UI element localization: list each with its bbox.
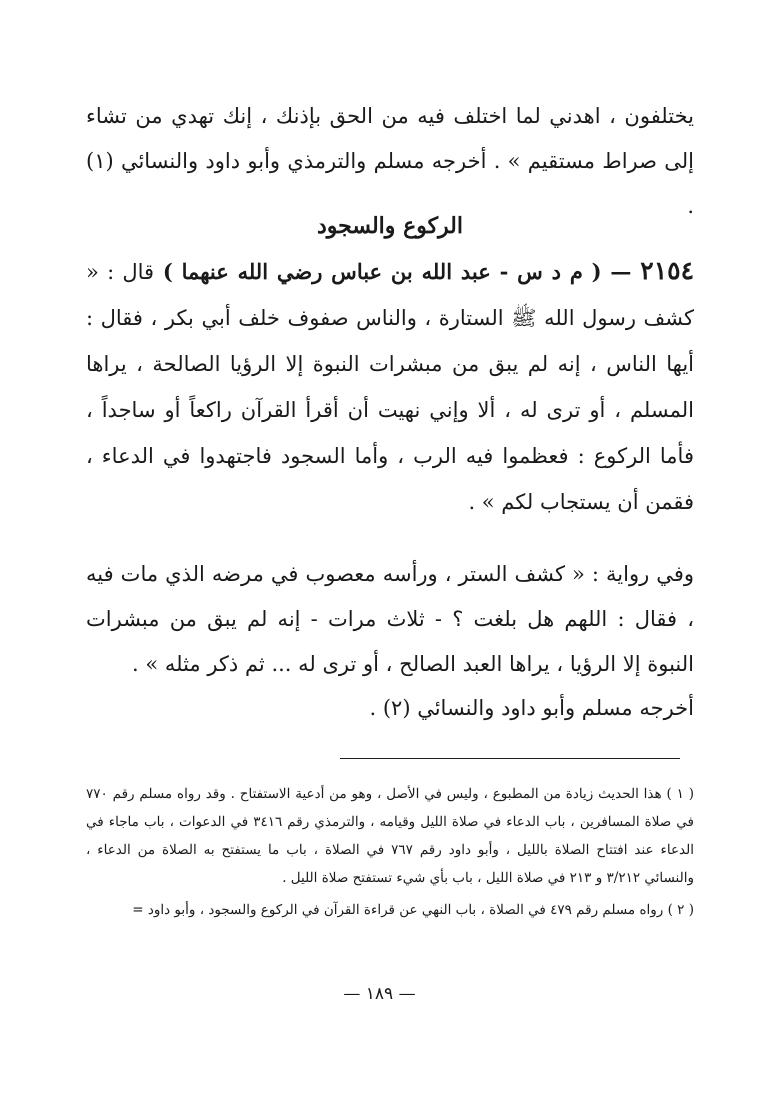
- source-line: أخرجه مسلم وأبو داود والنسائي (٢) .: [369, 696, 694, 720]
- hadith-paragraph: [86, 248, 694, 525]
- hadith-number: ٢١٥٤: [640, 256, 694, 285]
- hadith-body: « كشف رسول الله ﷺ الستارة ، والناس صفوف خلف أبي بكر ، فقال : أيها الناس ، إنه لم يبق من مبشرات النبوة إلا الرؤيا الصالحة ، يراها المسلم ، أو ترى له ، ألا وإني نهيت أن أقرأ القرآن راكعاً أو ساجداً ، فأما الركوع : فعظموا فيه الرب ، وأما السجود فاجتهدوا في الدعاء ، فقمن أن يستجاب لكم » .: [86, 260, 694, 514]
- section-heading: الركوع والسجود: [316, 213, 463, 239]
- variant-paragraph: [86, 552, 694, 687]
- footnote-divider: [340, 758, 680, 759]
- footnotes: [86, 780, 694, 924]
- footnote-1: ( ١ ) هذا الحديث زيادة من المطبوع ، وليس في الأصل ، وهو من أدعية الاستفتاح . وقد رواه مسلم رقم ٧٧٠ في صلاة المسافرين ، باب الدعاء في صلاة الليل وقيامه ، والترمذي رقم ٣٤١٦ في الدعوات ، باب ماجاء في الدعاء عند افتتاح الصلاة بالليل ، وأبو داود رقم ٧٦٧ في الصلاة ، باب ما يستفتح به الصلاة من الدعاء ، والنسائي ٣/٢١٢ و ٢١٣ في صلاة الليل ، باب بأي شيء تستفتح صلاة الليل .: [86, 786, 694, 886]
- page-number: — ١٨٩ —: [343, 984, 416, 1004]
- footnote-2: ( ٢ ) رواه مسلم رقم ٤٧٩ في الصلاة ، باب النهي عن قراءة القرآن في الركوع والسجود ، وأبو داود =: [132, 902, 694, 918]
- intro-text: يختلفون ، اهدني لما اختلف فيه من الحق بإذنك ، إنك تهدي من تشاء إلى صراط مستقيم » . أخرجه مسلم والترمذي وأبو داود والنسائي (١) .: [86, 104, 694, 218]
- hadith-attribution: — ( م د س - عبد الله بن عباس رضي الله عنهما ): [154, 259, 641, 284]
- hadith-text: [86, 248, 694, 525]
- hadith-said: قال :: [107, 260, 155, 284]
- variant-text: وفي رواية : « كشف الستر ، ورأسه معصوب في مرضه الذي مات فيه ، فقال : اللهم هل بلغت ؟ - ثلاث مرات - إنه لم يبق من مبشرات النبوة إلا الرؤيا ، يراها العبد الصالح ، أو ترى له ... ثم ذكر مثله » .: [86, 562, 694, 676]
